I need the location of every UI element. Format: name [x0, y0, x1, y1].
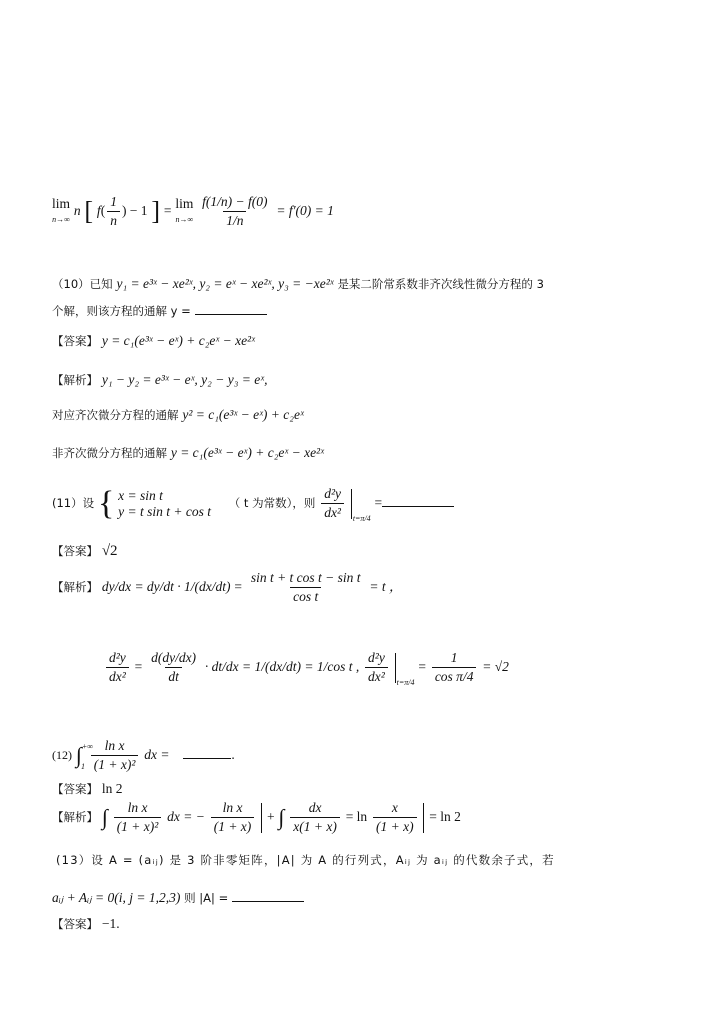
q11-analysis-2: $\frac{\text{d²y}}{\text{dx²}}$ = $\frac{d(dy/dx)}{dt}$ · dt/dx = 1/(dx/dt) = 1/cos t , $\frac{\text{d²y}}{\text{dx²}}$ $_{t=\pi/4}$ = $\frac{1}{\text{cos π/4}}$ = √2 — [104, 650, 509, 691]
q13-cond-line: aᵢⱼ + Aᵢⱼ = 0(i, j = 1,2,3) 则 |A| = — [52, 889, 304, 906]
q10-stem-line: （10）已知 y₁ = e³ˣ − xe²ˣ, y₂ = eˣ − xe²ˣ, y₃ = −xe²ˣ 是某二阶常系数非齐次线性微分方程的 3 — [52, 276, 544, 291]
top-limit-line: lim n→∞ n [ f( $\frac{1}{n}$ ) − 1 ] = lim n→∞ $\frac{f(1/n) - f(0)}{1/n}$ = f′(0) = 1 — [52, 194, 334, 228]
q10-homog: 对应齐次微分方程的通解 y² = c₁(e³ˣ − eˣ) + c₂eˣ — [52, 407, 304, 422]
q12-answer: 【答案】 ln 2 — [52, 781, 123, 796]
limit-fraction: $\frac{f(1/n) - f(0)}{1/n}$ — [202, 194, 268, 228]
analysis-label: 【解析】 — [52, 373, 98, 387]
q11-blank — [382, 494, 454, 507]
integrand: $\frac{\text{ln x}}{\text{(1 + x)²}}$ — [91, 738, 139, 773]
q10-nonhomog: 非齐次微分方程的通解 y = c₁(e³ˣ − eˣ) + c₂eˣ − xe²ˣ — [52, 445, 324, 460]
answer-label: 【答案】 — [52, 334, 98, 348]
q11-stem-line: (11）设 { x = sin t y = t sin t + cos t （ t 为常数），则 $\frac{\text{d²y}}{\text{dx²}}$ $_{t=\pi/4}$ = — [52, 486, 454, 527]
limit-rhs: = f′(0) = 1 — [276, 203, 334, 218]
q12-stem-line: (12) $\int^{+\infty}_1$ $\frac{\text{ln x}}{\text{(1 + x)²}}$ dx = . — [52, 738, 235, 772]
q10-answer: 【答案】 y = c₁(e³ˣ − eˣ) + c₂eˣ − xe²ˣ — [52, 333, 255, 348]
brace: { — [97, 484, 115, 522]
lim-operator: lim n→∞ — [52, 195, 71, 224]
q11-analysis-1: 【解析】 dy/dx = dy/dt · 1/(dx/dt) = $\frac{\text{sin t + t cos t − sin t}}{\text{cos t}}$ = t ， — [52, 570, 403, 604]
second-derivative: $\frac{\text{d²y}}{\text{dx²}}$ — [321, 486, 344, 521]
q12-blank — [183, 746, 231, 759]
q12-analysis: 【解析】 ∫ $\frac{\text{ln x}}{\text{(1 + x)²}}$ dx = − $\frac{\text{ln x}}{(1 + x)}$ + ∫ $\frac{dx}{x(1 + x)}$ = ln $\frac{x}{(1 + x)}$ = ln 2 — [52, 800, 461, 834]
q10-line2: 个解，则该方程的通解 y = — [52, 302, 267, 319]
q10-functions: y₁ = e³ˣ − xe²ˣ, y₂ = eˣ − xe²ˣ, y₃ = −xe²ˣ — [116, 276, 334, 291]
param-system: x = sin t y = t sin t + cos t — [118, 487, 211, 519]
integral-sign: ∫ — [75, 742, 82, 768]
step1-fraction: $\frac{\text{sin t + t cos t − sin t}}{\text{cos t}}$ — [250, 570, 361, 604]
step2-fraction: $\frac{d(dy/dx)}{dt}$ — [151, 650, 197, 684]
q10-analysis: 【解析】 y₁ − y₂ = e³ˣ − eˣ, y₂ − y₃ = eˣ, — [52, 372, 268, 387]
q13-blank — [232, 889, 304, 902]
q10-blank — [195, 302, 267, 315]
q13-answer: 【答案】 −1. — [52, 916, 120, 931]
lim-operator-2: lim n→∞ — [175, 195, 194, 224]
q13-stem-line: (13）设 A = (aᵢⱼ) 是 3 阶非零矩阵，|A| 为 A 的行列式，Aᵢⱼ 为 aᵢⱼ 的代数余子式，若 — [56, 853, 555, 867]
q11-answer: 【答案】 √2 — [52, 543, 118, 559]
